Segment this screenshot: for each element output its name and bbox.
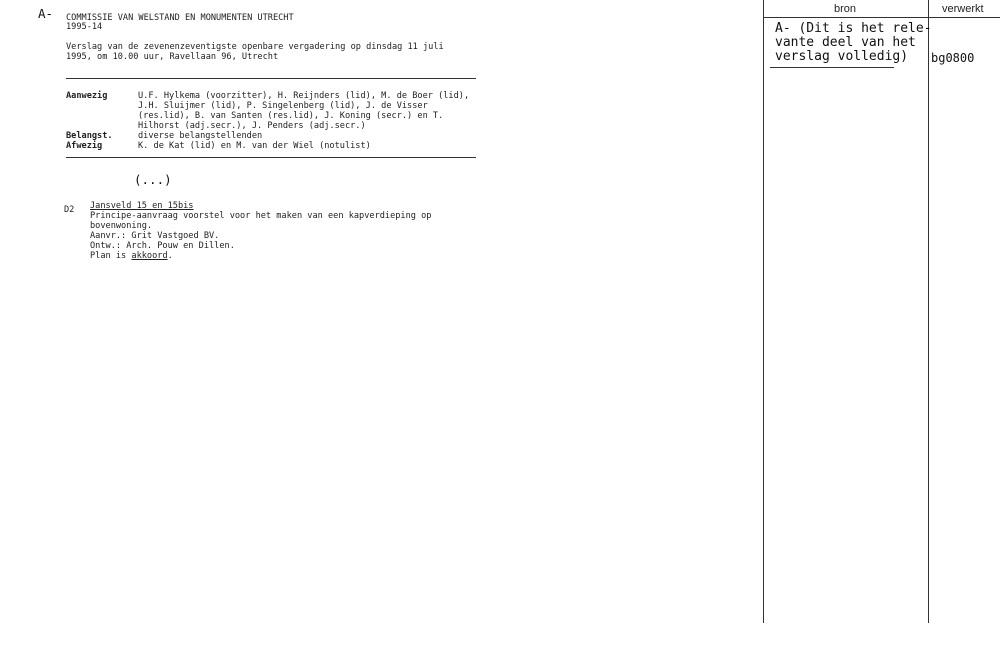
plan-prefix: Plan is bbox=[90, 251, 132, 261]
bron-note-line: verslag volledig) bbox=[775, 49, 909, 64]
document-year: 1995-14 bbox=[66, 22, 103, 32]
commission-title: COMMISSIE VAN WELSTAND EN MONUMENTEN UTRECHT bbox=[66, 13, 294, 23]
present-line: Hilhorst (adj.secr.), J. Penders (adj.secr.) bbox=[138, 121, 366, 131]
section-marker: A- bbox=[38, 6, 54, 21]
item-line: Ontw.: Arch. Pouw en Dillen. bbox=[90, 241, 235, 251]
plan-verdict: akkoord bbox=[131, 251, 168, 261]
bron-header: bron bbox=[834, 3, 857, 15]
item-code: D2 bbox=[64, 205, 75, 215]
bron-note-line: A- (Dit is het rele- bbox=[775, 21, 932, 36]
bron-note-line: vante deel van het bbox=[775, 35, 916, 50]
item-line: bovenwoning. bbox=[90, 221, 153, 231]
present-line: J.H. Sluijmer (lid), P. Singelenberg (lid), J. de Visser bbox=[138, 101, 428, 111]
margin-left-border bbox=[763, 0, 764, 623]
item-line: Principe-aanvraag voorstel voor het maken van een kapverdieping op bbox=[90, 211, 432, 221]
margin-middle-border bbox=[928, 0, 929, 623]
verwerkt-code: bg0800 bbox=[931, 51, 975, 65]
absent-value: K. de Kat (lid) en M. van der Wiel (notulist) bbox=[138, 141, 371, 151]
present-line: (res.lid), B. van Santen (res.lid), J. Koning (secr.) en T. bbox=[138, 111, 444, 121]
item-title: Jansveld 15 en 15bis bbox=[90, 201, 194, 211]
report-line-1: Verslag van de zevenenzeventigste openbare vergadering op dinsdag 11 juli bbox=[66, 42, 444, 52]
present-label: Aanwezig bbox=[66, 91, 108, 101]
report-line-2: 1995, om 10.00 uur, Ravellaan 96, Utrecht bbox=[66, 52, 279, 62]
margin-header-rule bbox=[763, 17, 1000, 18]
interested-value: diverse belangstellenden bbox=[138, 131, 263, 141]
bottom-divider bbox=[66, 157, 476, 158]
present-line: U.F. Hylkema (voorzitter), H. Reijnders (lid), M. de Boer (lid), bbox=[138, 91, 470, 101]
omission-ellipsis: (...) bbox=[134, 172, 172, 187]
bron-note-underline bbox=[770, 67, 894, 68]
interested-label: Belangst. bbox=[66, 131, 113, 141]
plan-suffix: . bbox=[167, 251, 173, 261]
top-divider bbox=[66, 78, 476, 79]
item-line: Aanvr.: Grit Vastgoed BV. bbox=[90, 231, 220, 241]
plan-verdict-line bbox=[90, 251, 173, 261]
verwerkt-header: verwerkt bbox=[942, 3, 984, 15]
absent-label: Afwezig bbox=[66, 141, 103, 151]
